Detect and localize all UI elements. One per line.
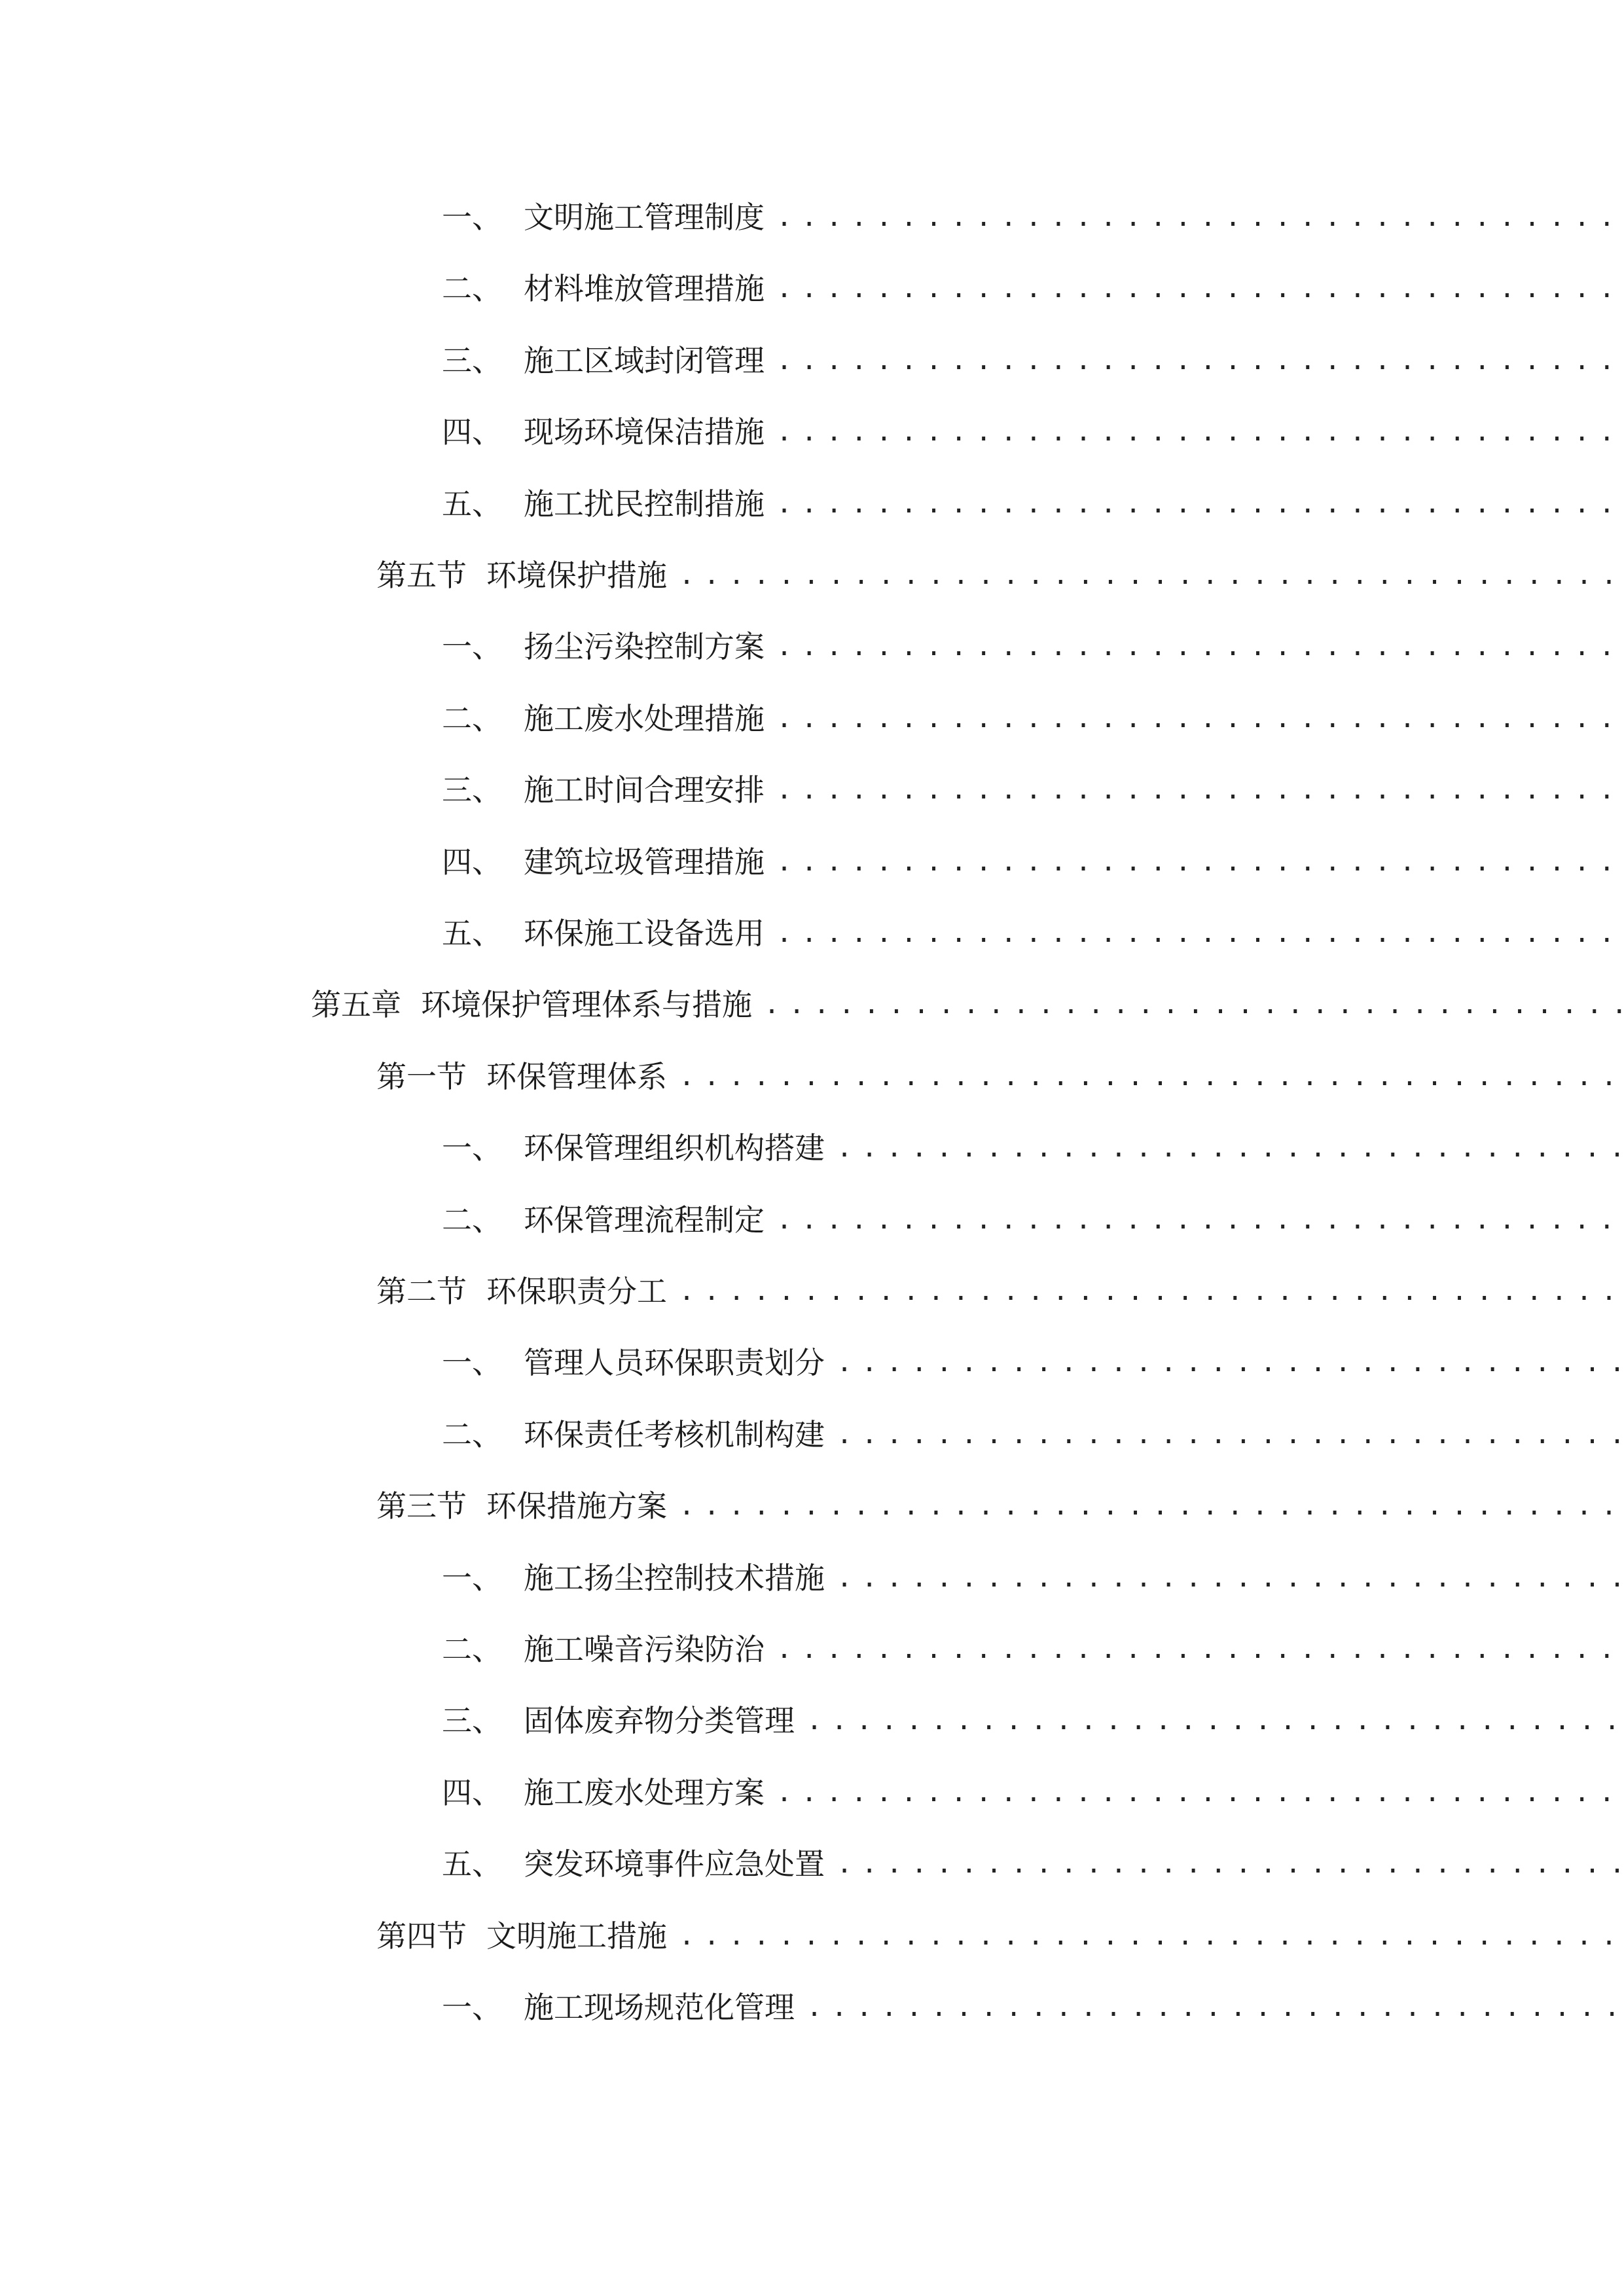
dot-leader [776, 915, 1624, 952]
toc-entry-title: 环保管理体系 [486, 1059, 667, 1094]
toc-entry-item[interactable] [0, 906, 1624, 952]
toc-entry-title: 环保措施方案 [486, 1488, 667, 1524]
toc-entry-number: 二、 [442, 1202, 502, 1238]
toc-entry-number: 四、 [442, 1775, 502, 1810]
toc-entry-title: 建筑垃圾管理措施 [524, 844, 765, 880]
dot-leader [837, 1344, 1624, 1381]
toc-entry-number: 二、 [442, 1417, 502, 1452]
dot-leader [837, 1130, 1624, 1166]
toc-entry-item[interactable] [0, 834, 1624, 880]
toc-entry-section[interactable] [0, 1909, 1624, 1954]
toc-entry-title: 施工废水处理措施 [524, 701, 765, 736]
toc-entry-title: 施工区域封闭管理 [524, 343, 765, 378]
toc-entry-title: 管理人员环保职责划分 [524, 1345, 825, 1380]
toc-entry-title: 环境保护措施 [486, 558, 667, 593]
toc-entry-number: 五、 [442, 916, 502, 951]
toc-entry-number: 第二节 [376, 1274, 467, 1309]
toc-entry-number: 三、 [442, 343, 502, 378]
toc-entry-title: 环保责任考核机制构建 [524, 1417, 825, 1452]
toc-entry-item[interactable] [0, 762, 1624, 808]
toc-entry-item[interactable] [0, 1693, 1624, 1739]
toc-entry-item[interactable] [0, 1193, 1624, 1238]
toc-entry-title: 文明施工管理制度 [524, 200, 765, 235]
toc-entry-title: 施工扬尘控制技术措施 [524, 1560, 825, 1596]
toc-entry-number: 一、 [442, 1130, 502, 1166]
dot-leader [776, 844, 1624, 880]
toc-entry-item[interactable] [0, 619, 1624, 665]
toc-entry-title: 施工现场规范化管理 [524, 1990, 795, 2025]
toc-entry-number: 第五章 [311, 987, 401, 1022]
dot-leader [679, 1273, 1624, 1310]
dot-leader [679, 557, 1624, 594]
toc-entry-chapter[interactable] [0, 977, 1624, 1023]
dot-leader [679, 1918, 1624, 1954]
dot-leader [764, 986, 1624, 1023]
dot-leader [776, 342, 1624, 379]
toc-entry-item[interactable] [0, 1980, 1624, 2026]
dot-leader [776, 1631, 1624, 1668]
toc-entry-section[interactable] [0, 1264, 1624, 1310]
toc-entry-section[interactable] [0, 548, 1624, 594]
toc-entry-item[interactable] [0, 691, 1624, 737]
toc-entry-title: 施工时间合理安排 [524, 772, 765, 808]
dot-leader [806, 1702, 1624, 1739]
toc-entry-section[interactable] [0, 1049, 1624, 1095]
toc-entry-number: 一、 [442, 1345, 502, 1380]
toc-entry-title: 扬尘污染控制方案 [524, 629, 765, 664]
toc-entry-title: 环境保护管理体系与措施 [421, 987, 752, 1022]
dot-leader [837, 1416, 1624, 1453]
toc-entry-number: 四、 [442, 844, 502, 880]
toc-entry-title: 环保管理流程制定 [524, 1202, 765, 1238]
toc-entry-title: 施工噪音污染防治 [524, 1632, 765, 1667]
toc-entry-number: 五、 [442, 1846, 502, 1882]
dot-leader [776, 700, 1624, 737]
toc-entry-number: 二、 [442, 271, 502, 306]
dot-leader [776, 414, 1624, 450]
toc-entry-item[interactable] [0, 1837, 1624, 1882]
dot-leader [776, 1202, 1624, 1238]
toc-entry-item[interactable] [0, 1335, 1624, 1381]
toc-entry-title: 突发环境事件应急处置 [524, 1846, 825, 1882]
toc-entry-title: 现场环境保洁措施 [524, 414, 765, 450]
toc-entry-number: 第一节 [376, 1059, 467, 1094]
toc-entry-section[interactable] [0, 1479, 1624, 1524]
dot-leader [806, 1989, 1624, 2026]
toc-entry-item[interactable] [0, 1121, 1624, 1166]
toc-entry-title: 施工废水处理方案 [524, 1775, 765, 1810]
toc-entry-item[interactable] [0, 190, 1624, 236]
toc-entry-number: 二、 [442, 1632, 502, 1667]
toc-entry-title: 材料堆放管理措施 [524, 271, 765, 306]
toc-entry-item[interactable] [0, 1622, 1624, 1668]
toc-entry-item[interactable] [0, 1765, 1624, 1811]
toc-entry-title: 施工扰民控制措施 [524, 486, 765, 522]
toc-entry-number: 五、 [442, 486, 502, 522]
dot-leader [776, 199, 1624, 236]
toc-entry-number: 第三节 [376, 1488, 467, 1524]
toc-entry-number: 一、 [442, 629, 502, 664]
toc-entry-item[interactable] [0, 261, 1624, 307]
toc-entry-number: 第四节 [376, 1918, 467, 1954]
toc-entry-item[interactable] [0, 1551, 1624, 1596]
toc-entry-title: 固体废弃物分类管理 [524, 1703, 795, 1738]
toc-entry-title: 环保管理组织机构搭建 [524, 1130, 825, 1166]
toc-entry-title: 环保施工设备选用 [524, 916, 765, 951]
dot-leader [776, 270, 1624, 307]
toc-entry-item[interactable] [0, 404, 1624, 450]
dot-leader [679, 1058, 1624, 1095]
toc-entry-item[interactable] [0, 333, 1624, 379]
dot-leader [776, 772, 1624, 808]
dot-leader [776, 1774, 1624, 1811]
toc-entry-number: 一、 [442, 1560, 502, 1596]
toc-entry-title: 文明施工措施 [486, 1918, 667, 1954]
dot-leader [679, 1488, 1624, 1524]
toc-entry-number: 三、 [442, 772, 502, 808]
toc-entry-number: 一、 [442, 200, 502, 235]
toc-entry-number: 二、 [442, 701, 502, 736]
toc-entry-item[interactable] [0, 476, 1624, 522]
toc-entry-item[interactable] [0, 1407, 1624, 1453]
toc-entry-title: 环保职责分工 [486, 1274, 667, 1309]
dot-leader [776, 628, 1624, 665]
dot-leader [776, 486, 1624, 522]
toc-entry-number: 第五节 [376, 558, 467, 593]
toc-entry-number: 四、 [442, 414, 502, 450]
dot-leader [837, 1560, 1624, 1596]
toc-entry-number: 三、 [442, 1703, 502, 1738]
toc-entry-number: 一、 [442, 1990, 502, 2025]
dot-leader [837, 1846, 1624, 1882]
